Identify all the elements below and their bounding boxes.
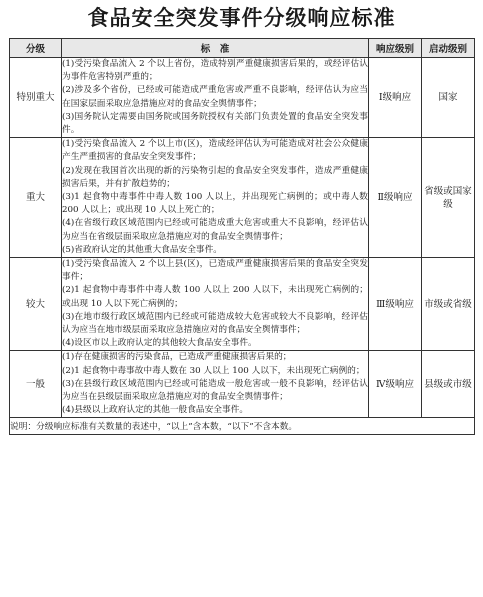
criterion-item: (3)在地市级行政区域范围内已经或可能造成较大危害或较大不良影响，经评估认为应当在地市级层面采取应急措施应对的食品安全舆情事件； bbox=[62, 311, 368, 336]
activation-level-cell: 市级或省级 bbox=[422, 258, 475, 351]
criterion-item: (4)设区市以上政府认定的其他较大食品安全事件。 bbox=[62, 338, 257, 349]
activation-level-cell: 县级或市级 bbox=[422, 351, 475, 418]
level-cell: 特别重大 bbox=[10, 58, 62, 138]
table-row-relatively-major bbox=[10, 258, 475, 351]
criterion-item: (3)1 起食物中毒事件中毒人数 100 人以上，并出现死亡病例的；或中毒人数 200 人以上；或出现 10 人以上死亡的； bbox=[62, 192, 368, 216]
criterion-item: (2)涉及多个省份，已经或可能造成严重危害或严重不良影响，经评估认为应当在国家层面采取应急措施应对的食品安全舆情事件； bbox=[62, 85, 368, 109]
page-title: 食品安全突发事件分级响应标准 bbox=[87, 6, 396, 30]
activation-level-cell: 国家 bbox=[422, 58, 475, 138]
level-cell: 一般 bbox=[10, 351, 62, 418]
response-level-table bbox=[9, 38, 475, 435]
criterion-item: (2)1 起食物中毒事件中毒人数 100 人以上 200 人以下，未出现死亡病例的；或出现 10 人以下死亡病例的； bbox=[62, 285, 368, 309]
table-note-row bbox=[10, 418, 475, 435]
criterion-item: (1)受污染食品流入 2 个以上省份，造成特别严重健康损害后果的，或经评估认为事件危害特别严重的； bbox=[62, 59, 368, 83]
criterion-item: (3)在县级行政区域范围内已经或可能造成一般危害或一般不良影响，经评估认为应当在县级层面采取应急措施应对的食品安全舆情事件； bbox=[62, 378, 368, 403]
table-row-major bbox=[10, 138, 475, 258]
criteria-cell bbox=[62, 258, 369, 351]
activation-level-cell: 省级或国家级 bbox=[422, 138, 475, 258]
criterion-item: (4)在省级行政区域范围内已经或可能造成重大危害或重大不良影响，经评估认为应当在省级层面采取应急措施应对的食品安全舆情事件； bbox=[62, 218, 368, 242]
criterion-item: (1)存在健康损害的污染食品，已造成严重健康损害后果的； bbox=[62, 352, 292, 363]
table-row-especially-major bbox=[10, 58, 475, 138]
header-activation: 启动级别 bbox=[422, 39, 475, 58]
criterion-item: (4)县级以上政府认定的其他一般食品安全事件。 bbox=[62, 405, 249, 416]
response-level-cell: Ⅱ级响应 bbox=[369, 138, 422, 258]
response-level-cell: Ⅲ级响应 bbox=[369, 258, 422, 351]
level-cell: 重大 bbox=[10, 138, 62, 258]
response-level-cell: Ⅰ级响应 bbox=[369, 58, 422, 138]
header-standard: 标 准 bbox=[62, 39, 369, 58]
criterion-item: (1)受污染食品流入 2 个以上县(区)，已造成严重健康损害后果的食品安全突发事件； bbox=[62, 259, 368, 283]
criterion-item: (3)国务院认定需要由国务院或国务院授权有关部门负责处置的食品安全突发事件。 bbox=[62, 111, 368, 136]
level-cell: 较大 bbox=[10, 258, 62, 351]
header-level: 分级 bbox=[10, 39, 62, 58]
criterion-item: (2)发现在我国首次出现的新的污染物引起的食品安全突发事件，造成严重健康损害后果，并有扩散趋势的； bbox=[62, 165, 368, 189]
table-note: 说明：分级响应标准有关数量的表述中，“以上”含本数，“以下”不含本数。 bbox=[10, 418, 475, 435]
criterion-item: (5)省政府认定的其他重大食品安全事件。 bbox=[62, 244, 222, 255]
table-row-general bbox=[10, 351, 475, 418]
criteria-cell bbox=[62, 138, 369, 258]
criteria-cell bbox=[62, 58, 369, 138]
response-level-cell: Ⅳ级响应 bbox=[369, 351, 422, 418]
criterion-item: (1)受污染食品流入 2 个以上市(区)，造成经评估认为可能造成对社会公众健康产生严重损害的食品安全突发事件； bbox=[62, 139, 368, 163]
criterion-item: (2)1 起食物中毒事故中毒人数在 30 人以上 100 人以下，未出现死亡病例的； bbox=[62, 365, 365, 376]
header-response: 响应级别 bbox=[369, 39, 422, 58]
criteria-cell bbox=[62, 351, 369, 418]
table-header-row bbox=[10, 39, 475, 58]
